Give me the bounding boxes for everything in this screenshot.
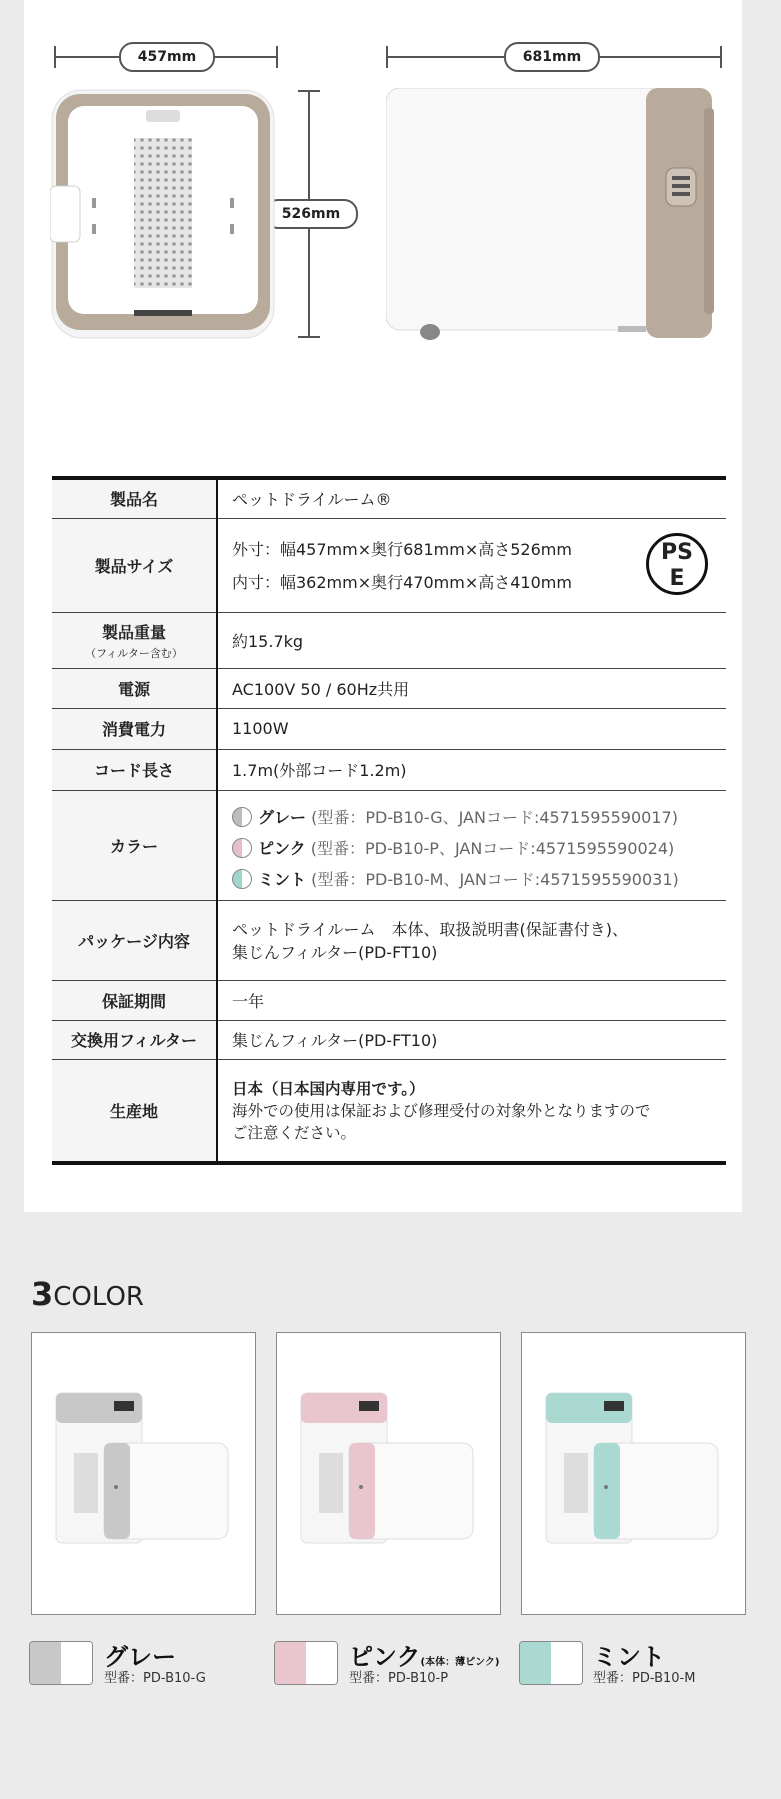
color-model-pink: 型番：PD-B10-P [349, 1671, 449, 1686]
spec-value-cord: 1.7m(外部コード1.2m) [217, 749, 726, 790]
swatch-mint-white [551, 1642, 582, 1684]
spec-value-origin [217, 1059, 726, 1163]
color-section-number: 3 [31, 1275, 54, 1313]
size-outer: 外寸：幅457mm×奥行681mm×高さ526mm [232, 540, 572, 559]
swatch-gray-white [61, 1642, 92, 1684]
color-name-pink-note: (本体：薄ピンク) [420, 1657, 500, 1668]
spec-value-power: AC100V 50 / 60Hz共用 [217, 668, 726, 708]
product-front-view-illustration [50, 88, 276, 340]
spec-label-filter: 交換用フィルター [52, 1020, 217, 1059]
spec-label-consumption: 消費電力 [52, 708, 217, 749]
spec-label-size: 製品サイズ [52, 518, 217, 612]
product-photo-pink [276, 1332, 501, 1615]
color-mint-detail: (型番：PD-B10-M、JANコード:4571595590031) [311, 869, 679, 889]
spec-label-origin: 生産地 [52, 1059, 217, 1163]
swatch-mint [519, 1641, 583, 1685]
color-section-text: COLOR [53, 1282, 144, 1312]
swatch-gray [29, 1641, 93, 1685]
color-pink-line [232, 836, 726, 859]
pink-dot-icon [232, 838, 252, 858]
color-section-title [31, 1275, 144, 1313]
swatch-mint-color [520, 1642, 551, 1684]
height-dimension-cap-bottom [298, 336, 320, 338]
color-mint-line [232, 867, 726, 890]
pse-mark-top: PS [661, 539, 693, 565]
spec-label-package: パッケージ内容 [52, 900, 217, 980]
swatch-pink-color [275, 1642, 306, 1684]
spec-value-package [217, 900, 726, 980]
table-row [52, 478, 726, 518]
color-name-gray-text: グレー [104, 1643, 176, 1671]
origin-line2: ご注意ください。 [232, 1124, 357, 1143]
package-line2: 集じんフィルター(PD-FT10) [232, 943, 438, 962]
table-row [52, 900, 726, 980]
spec-label-cord: コード長さ [52, 749, 217, 790]
spec-label-warranty: 保証期間 [52, 980, 217, 1020]
color-model-gray: 型番：PD-B10-G [104, 1671, 206, 1686]
table-row [52, 612, 726, 668]
mint-product-image [522, 1333, 745, 1614]
height-dimension-label: 526mm [264, 199, 358, 229]
color-model-mint: 型番：PD-B10-M [593, 1671, 696, 1686]
spec-value-name: ペットドライルーム® [217, 478, 726, 518]
color-pink-detail: (型番：PD-B10-P、JANコード:4571595590024) [310, 838, 675, 858]
product-side-view-illustration [386, 88, 726, 344]
spec-value-weight: 約15.7kg [217, 612, 726, 668]
table-row [52, 980, 726, 1020]
gray-dot-icon [232, 807, 252, 827]
swatch-pink-white [306, 1642, 337, 1684]
depth-dimension-label: 681mm [504, 42, 600, 72]
spec-value-size [217, 518, 726, 612]
gray-product-image [32, 1333, 255, 1614]
spec-table [52, 476, 726, 1165]
origin-bold: 日本（日本国内専用です。） [232, 1080, 425, 1099]
swatch-pink [274, 1641, 338, 1685]
width-dimension-cap-right [276, 46, 278, 68]
pink-product-image [277, 1333, 500, 1614]
product-photo-mint [521, 1332, 746, 1615]
size-inner: 内寸：幅362mm×奥行470mm×高さ410mm [232, 573, 572, 592]
weight-sublabel: （フィルター含む） [85, 646, 183, 660]
color-mint-name: ミント [258, 869, 307, 889]
product-photo-gray [31, 1332, 256, 1615]
table-row [52, 1059, 726, 1163]
table-row [52, 1020, 726, 1059]
color-gray-detail: (型番：PD-B10-G、JANコード:4571595590017) [311, 807, 678, 827]
table-row [52, 708, 726, 749]
spec-label-power: 電源 [52, 668, 217, 708]
table-row [52, 790, 726, 900]
swatch-gray-color [30, 1642, 61, 1684]
origin-line1: 海外での使用は保証および修理受付の対象外となりますので [232, 1102, 651, 1121]
table-row [52, 518, 726, 612]
spec-value-warranty: 一年 [217, 980, 726, 1020]
depth-dimension-cap-right [720, 46, 722, 68]
height-dimension-cap-top [298, 90, 320, 92]
depth-dimension-cap-left [386, 46, 388, 68]
color-gray-name: グレー [258, 807, 307, 827]
mint-dot-icon [232, 869, 252, 889]
spec-label-color: カラー [52, 790, 217, 900]
spec-value-filter: 集じんフィルター(PD-FT10) [217, 1020, 726, 1059]
color-name-pink-text: ピンク [349, 1643, 421, 1671]
width-dimension-label: 457mm [119, 42, 215, 72]
table-row [52, 668, 726, 708]
spec-label-weight [52, 612, 217, 668]
pse-mark [646, 533, 708, 595]
color-gray-line [232, 805, 726, 828]
spec-value-consumption: 1100W [217, 708, 726, 749]
spec-label-name: 製品名 [52, 478, 217, 518]
package-line1: ペットドライルーム 本体、取扱説明書(保証書付き)、 [232, 920, 629, 939]
width-dimension-cap-left [54, 46, 56, 68]
spec-value-color [217, 790, 726, 900]
color-pink-name: ピンク [258, 838, 306, 858]
table-row [52, 749, 726, 790]
color-name-mint-text: ミント [593, 1643, 665, 1671]
pse-mark-bottom: E [669, 565, 685, 591]
weight-label: 製品重量 [101, 622, 166, 642]
